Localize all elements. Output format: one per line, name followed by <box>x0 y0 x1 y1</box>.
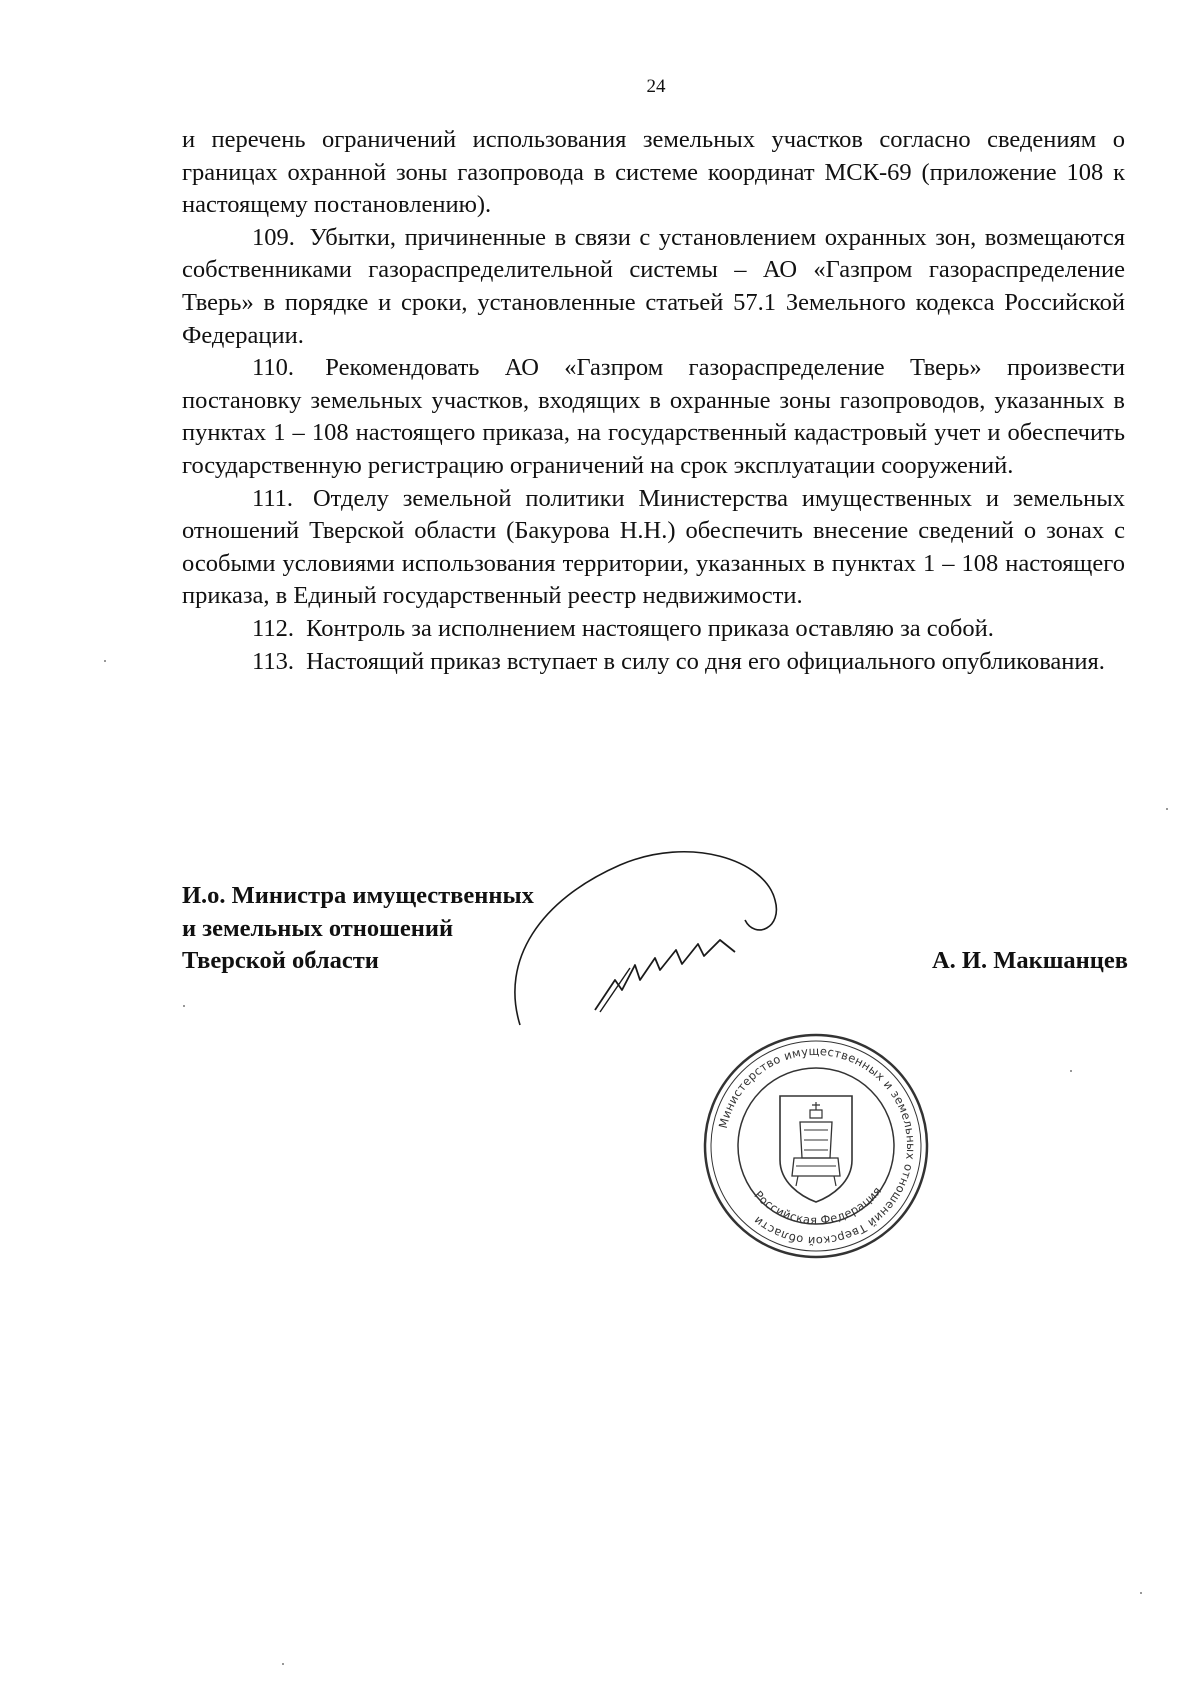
handwritten-signature <box>500 840 830 1030</box>
scan-speck <box>104 660 106 662</box>
paragraph-text: Убытки, причиненные в связи с установлением охранных зон, возмещаются собственниками газораспределительной системы – АО «Газпром газораспределение Тверь» в порядке и сроки, установленные статьей 57.1 Земельного кодекса Российской Федерации. <box>182 223 1126 349</box>
official-seal <box>700 1030 932 1262</box>
position-line: И.о. Министра имущественных <box>182 882 534 909</box>
scan-speck <box>1070 1070 1072 1072</box>
scan-speck <box>1140 1592 1142 1594</box>
paragraph-text: Отделу земельной политики Министерства имущественных и земельных отношений Тверской области (Бакурова Н.Н.) обеспечить внесение сведений о зонах с особыми условиями использования территории, указанных в пунктах 1 – 108 настоящего приказа, в Единый государственный реестр недвижимости. <box>182 484 1125 610</box>
paragraph-number: 109. <box>252 223 295 251</box>
paragraph-109 <box>182 222 1125 352</box>
seal-bottom-text: Российская Федерация <box>751 1183 885 1228</box>
paragraph-112 <box>182 613 1125 646</box>
seal-ring-text: Министерство имущественных и земельных отношений Тверской области <box>715 1043 919 1249</box>
paragraph-number: 110. <box>252 354 294 382</box>
scan-speck <box>282 1663 284 1665</box>
paragraph-continuation <box>182 124 1125 222</box>
document-body <box>182 124 1125 678</box>
paragraph-111 <box>182 483 1125 613</box>
position-line: Тверской области <box>182 947 379 975</box>
paragraph-text: Контроль за исполнением настоящего приказа оставляю за собой. <box>306 614 994 642</box>
page-number: 24 <box>646 76 666 97</box>
scan-speck <box>1166 808 1168 810</box>
paragraph-110 <box>182 352 1125 482</box>
signatory-position <box>182 880 534 978</box>
paragraph-number: 113. <box>252 647 294 675</box>
signatory-name: А. И. Макшанцев <box>931 947 1128 974</box>
paragraph-text: Рекомендовать АО «Газпром газораспределение Тверь» произвести постановку земельных участков, входящих в охранные зоны газопроводов, указанных в пунктах 1 – 108 настоящего приказа, на государственный кадастровый учет и обеспечить государственную регистрацию ограничений на срок эксплуатации сооружений. <box>182 354 1125 479</box>
scan-speck <box>183 1005 185 1007</box>
paragraph-text: и перечень ограничений использования земельных участков согласно сведениям о границах охранной зоны газопровода в системе координат МСК-69 (приложение 108 к настоящему постановлению). <box>182 126 1125 219</box>
paragraph-text: Настоящий приказ вступает в силу со дня его официального опубликования. <box>306 647 1105 675</box>
paragraph-113 <box>182 646 1125 679</box>
position-line: и земельных отношений <box>182 914 454 942</box>
paragraph-number: 112. <box>252 614 294 642</box>
paragraph-number: 111. <box>252 484 294 512</box>
